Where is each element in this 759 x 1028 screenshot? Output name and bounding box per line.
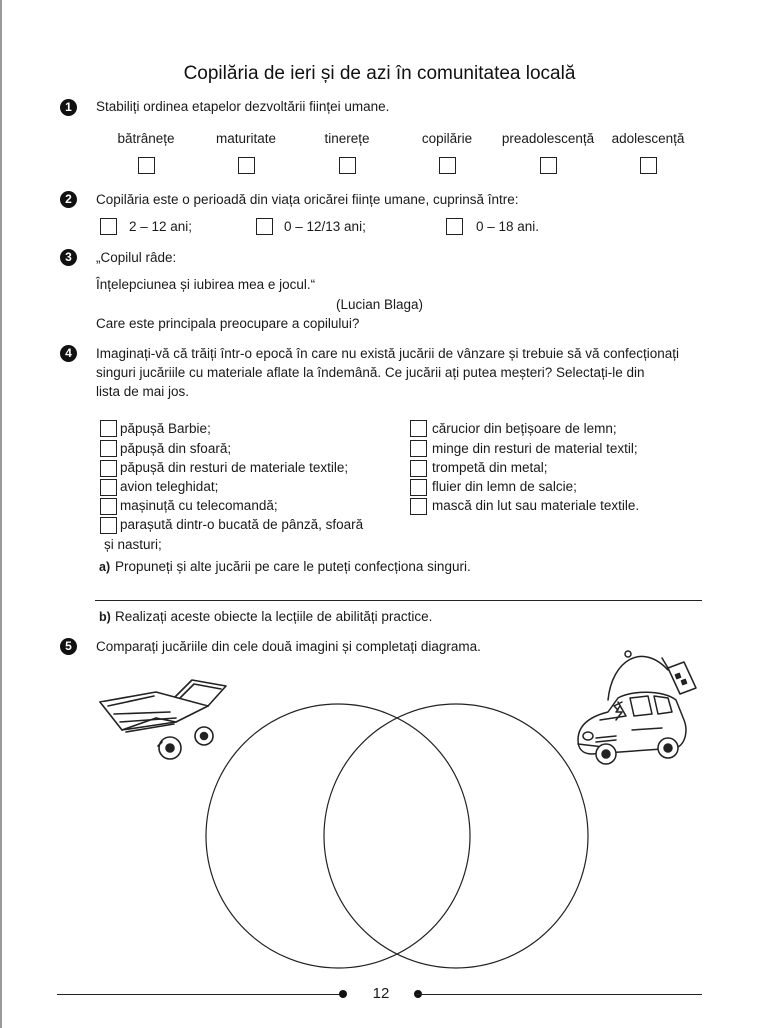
toy-checkbox-right-2[interactable]	[410, 440, 427, 457]
toy-checkbox-left-1[interactable]	[100, 420, 117, 437]
toy-label-right-1: cărucior din bețișoare de lemn;	[432, 421, 617, 436]
toy-checkbox-left-2[interactable]	[100, 440, 117, 457]
question-number-3: 3	[60, 249, 77, 266]
footer-rule-left	[57, 994, 347, 995]
stage-order-box-3[interactable]	[339, 157, 356, 174]
venn-right-circle[interactable]	[324, 704, 588, 968]
q2-option-label-1: 2 – 12 ani;	[129, 219, 193, 234]
toy-checkbox-right-5[interactable]	[410, 498, 427, 515]
toy-label-left-2: păpușă din sfoară;	[120, 441, 232, 456]
stage-order-box-1[interactable]	[138, 157, 155, 174]
toy-label-left-6-continued: și nasturi;	[104, 537, 162, 552]
q2-option-checkbox-2[interactable]	[256, 218, 273, 235]
q2-option-label-3: 0 – 18 ani.	[476, 219, 540, 234]
q4-text-line-2: singuri jucăriile cu materiale aflate la îndemână. Ce jucării ați putea meșteri? Selectați-le din	[96, 365, 645, 380]
q5-prompt: Comparați jucăriile din cele două imagini și completați diagrama.	[96, 639, 481, 654]
stage-order-box-4[interactable]	[439, 157, 456, 174]
venn-diagram	[200, 700, 595, 975]
toy-label-left-6: parașută dintr-o bucată de pânză, sfoară	[120, 517, 364, 532]
toy-label-left-3: păpușă din resturi de materiale textile;	[120, 460, 349, 475]
toy-label-left-4: avion teleghidat;	[120, 479, 219, 494]
stage-order-box-6[interactable]	[640, 157, 657, 174]
toy-label-left-5: mașinuță cu telecomandă;	[120, 498, 278, 513]
q2-option-label-2: 0 – 12/13 ani;	[284, 219, 366, 234]
stage-label-5: preadolescență	[501, 131, 595, 146]
q3-question: Care este principala preocupare a copilului?	[96, 316, 360, 331]
footer-rule-right	[416, 994, 702, 995]
q2-option-checkbox-1[interactable]	[100, 218, 117, 235]
toy-checkbox-left-6[interactable]	[100, 517, 117, 534]
q4-a-text: Propuneți și alte jucării pe care le puteți confecționa singuri.	[115, 559, 471, 574]
toy-label-left-1: păpușă Barbie;	[120, 421, 211, 436]
stage-label-1: bătrânețe	[117, 131, 175, 146]
q2-option-checkbox-3[interactable]	[446, 218, 463, 235]
toy-label-right-4: fluier din lemn de salcie;	[432, 479, 577, 494]
q4-a-label: a)	[99, 560, 111, 574]
q3-quote-line-1: „Copilul râde:	[96, 250, 177, 265]
stage-label-3: tinerețe	[324, 131, 370, 146]
question-number-4: 4	[60, 345, 77, 362]
question-number-2: 2	[60, 191, 77, 208]
toy-checkbox-left-4[interactable]	[100, 479, 117, 496]
q4-text-line-1: Imaginați-vă că trăiți într-o epocă în care nu există jucării de vânzare și trebuie să vă confecționați	[96, 346, 680, 361]
page-title: Copilăria de ieri și de azi în comunitatea locală	[183, 63, 576, 84]
venn-left-circle[interactable]	[206, 704, 470, 968]
q4-b-label: b)	[99, 610, 111, 624]
toy-checkbox-left-3[interactable]	[100, 460, 117, 477]
page-number: 12	[372, 985, 390, 1002]
toy-checkbox-right-1[interactable]	[410, 420, 427, 437]
q4-text-line-3: lista de mai jos.	[96, 384, 190, 399]
q2-prompt: Copilăria este o perioadă din viața oricărei ființe umane, cuprinsă între:	[96, 192, 519, 207]
footer-dot-left	[339, 990, 347, 998]
q1-prompt: Stabiliți ordinea etapelor dezvoltării ființei umane.	[96, 99, 390, 114]
question-number-1: 1	[60, 99, 77, 116]
question-number-5: 5	[60, 638, 77, 655]
toy-label-right-2: minge din resturi de material textil;	[432, 441, 638, 456]
toy-checkbox-right-4[interactable]	[410, 479, 427, 496]
toy-label-right-5: mască din lut sau materiale textile.	[432, 498, 640, 513]
stage-label-6: adolescență	[611, 131, 685, 146]
toy-checkbox-left-5[interactable]	[100, 498, 117, 515]
q3-quote-line-2: Înțelepciunea și iubirea mea e jocul.“	[96, 277, 316, 292]
stage-label-4: copilărie	[421, 131, 473, 146]
page-edge-rule	[0, 0, 2, 1028]
toy-checkbox-right-3[interactable]	[410, 460, 427, 477]
q4-answer-line[interactable]	[95, 600, 702, 601]
stage-order-box-2[interactable]	[238, 157, 255, 174]
toy-label-right-3: trompetă din metal;	[432, 460, 548, 475]
stage-order-box-5[interactable]	[540, 157, 557, 174]
stage-label-2: maturitate	[215, 131, 277, 146]
q4-b-text: Realizați aceste obiecte la lecțiile de abilități practice.	[115, 609, 433, 624]
q3-quote-author: (Lucian Blaga)	[336, 297, 424, 312]
